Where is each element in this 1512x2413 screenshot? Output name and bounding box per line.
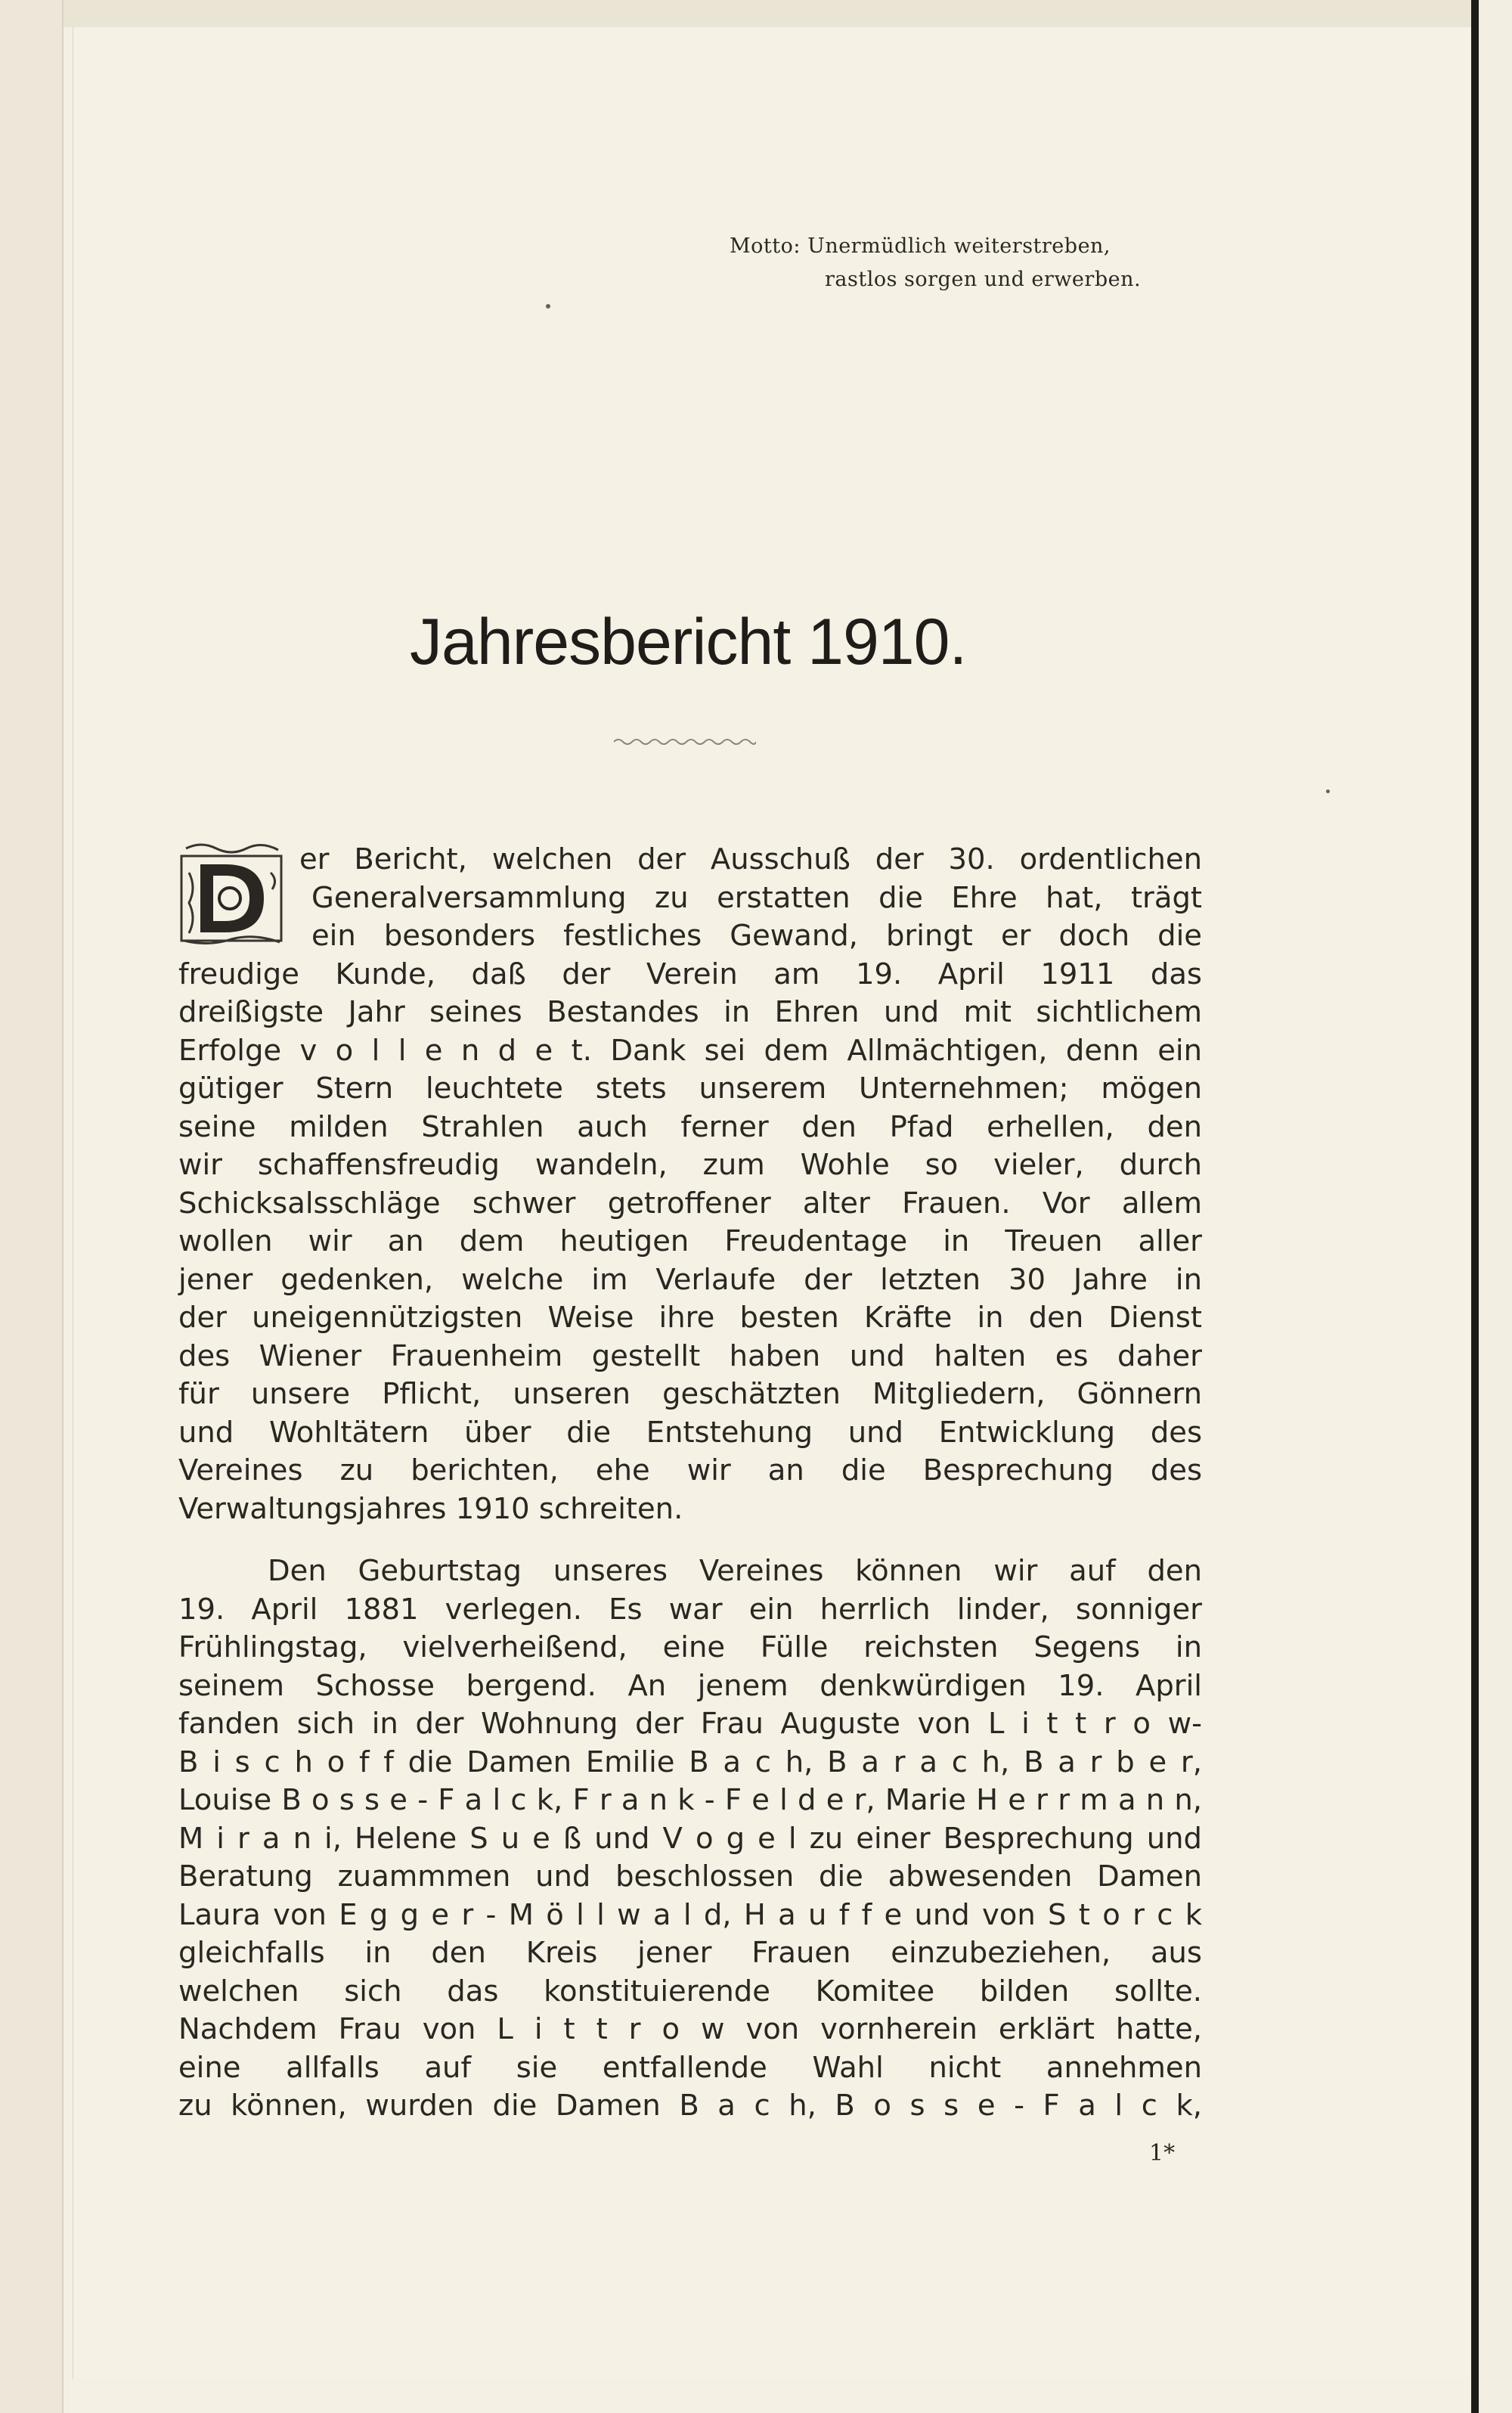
text-line: M i r a n i, Helene S u e ß und V o g e l zu einer Besprechung und — [178, 1821, 1202, 1856]
text-line: Den Geburtstag unseres Vereines können wir auf den — [268, 1554, 1202, 1588]
paper-speck — [1326, 789, 1330, 793]
paragraph-2 — [178, 1552, 1202, 2126]
scan-border-right — [1479, 0, 1512, 2413]
text-line: gleichfalls in den Kreis jener Frauen einzubeziehen, aus — [178, 1936, 1202, 1970]
text-line: Nachdem Frau von L i t t r o w von vornherein erklärt hatte, — [178, 2012, 1202, 2046]
text-line: des Wiener Frauenheim gestellt haben und halten es daher — [178, 1338, 1202, 1373]
text-line: Schicksalsschläge schwer getroffener alter Frauen. Vor allem — [178, 1186, 1202, 1220]
paper-speck — [546, 304, 550, 309]
page-title: Jahresbericht 1910. — [410, 606, 967, 678]
motto-text-1: Unermüdlich weiterstreben, — [807, 234, 1111, 258]
text-line: jener gedenken, welche im Verlaufe der letzten 30 Jahre in — [178, 1262, 1202, 1297]
motto-label: Motto: — [730, 234, 801, 258]
text-line: eine allfalls auf sie entfallende Wahl nicht annehmen — [178, 2050, 1202, 2085]
text-line: Laura von E g g e r - M ö l l w a l d, H a u f f e und von S t o r c k — [178, 1897, 1202, 1932]
motto-line-2: rastlos sorgen und erwerben. — [825, 268, 1142, 291]
text-line: wollen wir an dem heutigen Freudentage in Treuen aller — [178, 1224, 1202, 1258]
text-line: für unsere Pflicht, unseren geschätzten Mitgliedern, Gönnern — [178, 1377, 1202, 1411]
text-line: und Wohltätern über die Entstehung und Entwicklung des — [178, 1415, 1202, 1450]
text-line: wir schaffensfreudig wandeln, zum Wohle so vieler, durch — [178, 1148, 1202, 1182]
text-line: zu können, wurden die Damen B a c h, B o s s e - F a l c k, — [178, 2089, 1202, 2123]
text-line: Erfolge v o l l e n d e t. Dank sei dem Allmächtigen, denn ein — [178, 1033, 1202, 1068]
scan-border-top — [0, 0, 1512, 27]
text-line: freudige Kunde, daß der Verein am 19. April 1911 das — [178, 957, 1202, 991]
text-line: Beratung zuammmen und beschlossen die abwesenden Damen — [178, 1859, 1202, 1893]
text-line: fanden sich in der Wohnung der Frau Auguste von L i t t r o w- — [178, 1707, 1202, 1741]
text-line: der uneigennützigsten Weise ihre besten Kräfte in den Dienst — [178, 1301, 1202, 1335]
text-line: dreißigste Jahr seines Bestandes in Ehren und mit sichtlichem — [178, 995, 1202, 1029]
page-gutter-edge — [1471, 0, 1479, 2413]
text-line: Louise B o s s e - F a l c k, F r a n k - F e l d e r, Marie H e r r m a n n, — [178, 1783, 1202, 1817]
text-line: Generalversammlung zu erstatten die Ehre hat, trägt — [311, 880, 1202, 915]
text-line: Verwaltungsjahres 1910 schreiten. — [178, 1491, 683, 1526]
text-line: B i s c h o f f die Damen Emilie B a c h, B a r a c h, B a r b e r, — [178, 1745, 1202, 1779]
paragraph-1 — [178, 841, 1202, 1528]
text-line: 19. April 1881 verlegen. Es war ein herrlich linder, sonniger — [178, 1592, 1202, 1627]
text-line: seine milden Strahlen auch ferner den Pfad erhellen, den — [178, 1109, 1202, 1144]
motto — [730, 230, 1141, 296]
motto-line-1 — [730, 230, 1141, 263]
text-line: Vereines zu berichten, ehe wir an die Besprechung des — [178, 1453, 1202, 1487]
text-line: seinem Schosse bergend. An jenem denkwürdigen 19. April — [178, 1668, 1202, 1703]
text-line: gütiger Stern leuchtete stets unserem Unternehmen; mögen — [178, 1072, 1202, 1106]
text-line: ein besonders festliches Gewand, bringt er doch die — [311, 919, 1202, 953]
scan-border-left — [0, 0, 64, 2413]
text-line: er Bericht, welchen der Ausschuß der 30. ordentlichen — [299, 842, 1202, 876]
text-line: welchen sich das konstituierende Komitee bilden sollte. — [178, 1974, 1202, 2008]
ornamental-rule — [614, 737, 756, 747]
text-line: Frühlingstag, vielverheißend, eine Fülle reichsten Segens in — [178, 1630, 1202, 1664]
page-number: 1* — [1149, 2140, 1176, 2166]
